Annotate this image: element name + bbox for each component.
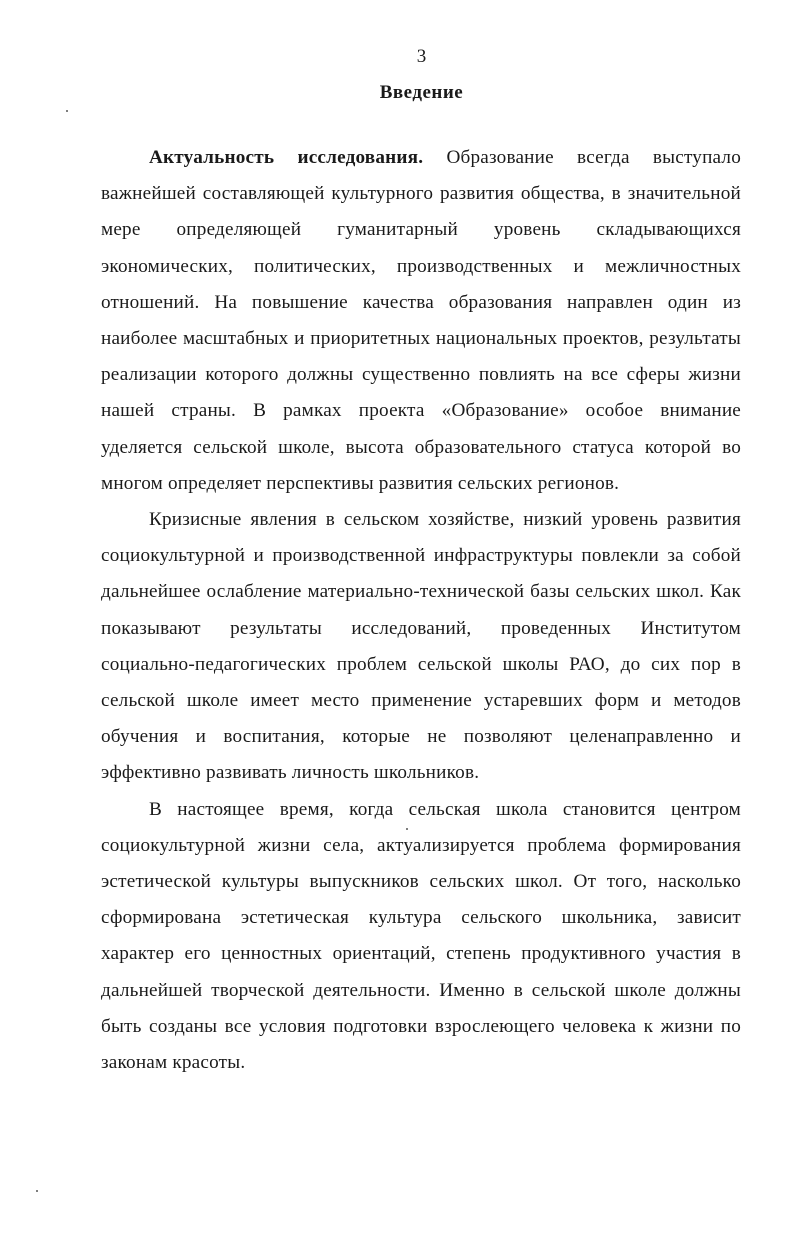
paragraph-lead: Актуальность исследования. xyxy=(149,147,424,168)
paragraph-3 xyxy=(101,792,741,1082)
paragraph-2 xyxy=(101,502,741,792)
body-text xyxy=(101,140,741,1081)
paragraph-text: В настоящее время, когда сельская школа становится центром социокультурной жизни села, актуализируется проблема формирования эстетической культуры выпускников сельских школ. От того, насколько сформирована эстетическая культура сельского школьника, зависит характер его ценностных ориентаций, степень продуктивного участия в дальнейшей творческой деятельности. Именно в сельской школе должны быть созданы все условия подготовки взрослеющего человека к жизни по законам красоты. xyxy=(101,798,741,1074)
paragraph-text: Кризисные явления в сельском хозяйстве, низкий уровень развития социокультурной и производственной инфраструктуры повлекли за собой дальнейшее ослабление материально-технической базы сельских школ. Как показывают результаты исследований, проведенных Институтом социально-педагогических проблем сельской школы РАО, до сих пор в сельской школе имеет место применение устаревших форм и методов обучения и воспитания, которые не позволяют целенаправленно и эффективно развивать личность школьников. xyxy=(101,509,741,784)
scan-speck xyxy=(406,828,408,830)
scan-speck xyxy=(66,110,68,112)
section-heading: Введение xyxy=(379,82,464,103)
scan-speck xyxy=(36,1190,38,1192)
paragraph-1 xyxy=(101,140,741,502)
paragraph-text: Образование всегда выступало важнейшей составляющей культурного развития общества, в значительной мере определяющей гуманитарный уровень складывающихся экономических, политических, производственных и межличностных отношений. На повышение качества образования направлен один из наиболее масштабных и приоритетных национальных проектов, результаты реализации которого должны существенно повлиять на все сферы жизни нашей страны. В рамках проекта «Образование» особое внимание уделяется сельской школе, высота образовательного статуса которой во многом определяет перспективы развития сельских регионов. xyxy=(101,147,741,494)
page-number: 3 xyxy=(416,46,427,67)
